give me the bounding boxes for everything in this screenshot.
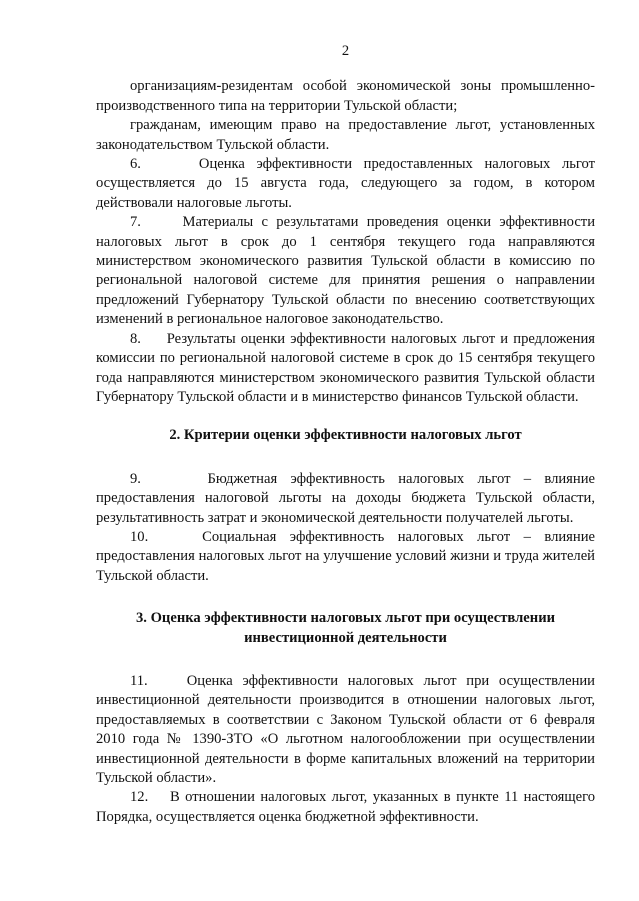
paragraph-9: 9. Бюджетная эффективность налоговых льгот – влияние предоставления налоговой льготы на доходы бюджета Тульской области, результативность затрат и экономической деятельности получателей льготы. xyxy=(96,470,595,526)
section-3-body xyxy=(96,672,595,827)
paragraph-12: 12. В отношении налоговых льгот, указанных в пункте 11 настоящего Порядка, осуществляется оценка бюджетной эффективности. xyxy=(96,789,595,825)
section-2-body xyxy=(96,470,595,586)
section-3-heading xyxy=(96,609,595,648)
section-2-heading: 2. Критерии оценки эффективности налоговых льгот xyxy=(169,427,522,444)
paragraph-citizens: гражданам, имеющим право на предоставление льгот, установленных законодательством Тульской области. xyxy=(96,117,595,153)
paragraph-11: 11. Оценка эффективности налоговых льгот при осуществлении инвестиционной деятельности производится в отношении налоговых льгот, предоставляемых в соответствии с Законом Тульской области от 6 февраля 2010 года № 1390-ЗТО «О льготном налогообложении при осуществлении инвестиционной деятельности в форме капитальных вложений на территории Тульской области». xyxy=(96,672,595,786)
paragraph-residents: организациям-резидентам особой экономической зоны промышленно-производственного типа на территории Тульской области; xyxy=(96,78,595,114)
page-number: 2 xyxy=(341,43,350,59)
paragraph-10: 10. Социальная эффективность налоговых льгот – влияние предоставления налоговых льгот на улучшение условий жизни и труда жителей Тульской области. xyxy=(96,528,595,584)
paragraph-6: 6. Оценка эффективности предоставленных налоговых льгот осуществляется до 15 августа года, следующего за годом, в котором действовали налоговые льготы. xyxy=(96,156,595,211)
section-3-heading-line-2: инвестиционной деятельности xyxy=(244,629,447,646)
paragraph-7: 7. Материалы с результатами проведения оценки эффективности налоговых льгот в срок до 1 сентября текущего года направляются министерством экономического развития Тульской области в комиссию по региональной налоговой системе для принятия решения о направлении предложений Губернатору Тульской области по внесению соответствующих изменений в региональное налоговое законодательство. xyxy=(96,214,595,328)
paragraph-8: 8. Результаты оценки эффективности налоговых льгот и предложения комиссии по региональной налоговой системе в срок до 15 сентября текущего года направляются министерством экономического развития Тульской области Губернатору Тульской области и в министерство финансов Тульской области. xyxy=(96,330,595,405)
section-3-heading-line-1: 3. Оценка эффективности налоговых льгот при осуществлении xyxy=(135,610,556,627)
top-paragraphs xyxy=(96,77,595,407)
